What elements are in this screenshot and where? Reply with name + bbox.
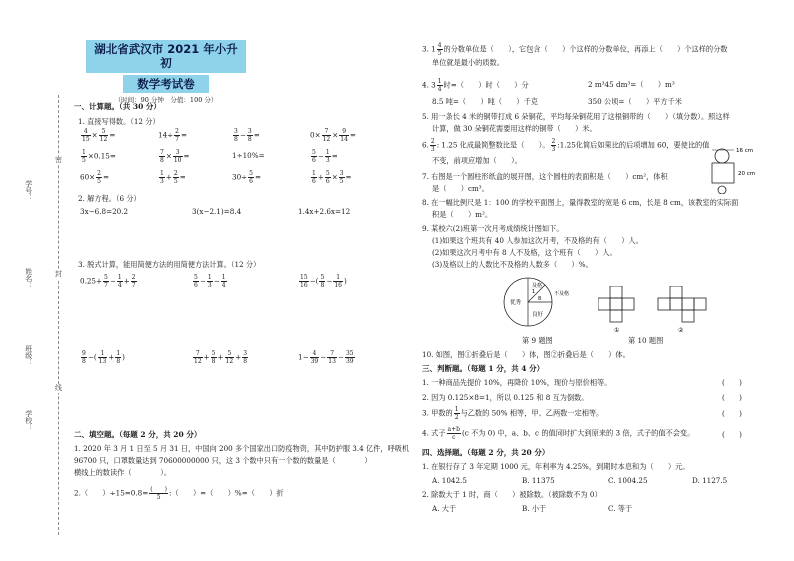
pie-label-fail-pct: 8 bbox=[538, 296, 542, 302]
section-judgment: 三、判断题。（每题 1 分，共 4 分） bbox=[422, 364, 545, 373]
expr-2: $\frac{5}{6}$ − $\frac{1}{3}$ − $\frac{1}{4}$ bbox=[194, 274, 226, 289]
fill-q4-d: 350 公顷=（ ）平方千米 bbox=[588, 97, 682, 106]
calc-r2-4: $\frac{5}{6}$ − $\frac{1}{3}$ = bbox=[312, 149, 338, 164]
q2-equations: 2. 解方程。（6 分） bbox=[78, 194, 141, 203]
calc-r2-2: $\frac{7}{8}$ × $\frac{3}{10}$ = bbox=[160, 149, 190, 164]
fill-q5-line1: 5. 用一条长 4 米的铜带打成 6 朵铜花，平均每朵铜花用了这根铜带的（ ）（填分数）。照这样 bbox=[422, 112, 730, 121]
q1-direct-calc: 1. 直接写得数。（12 分） bbox=[78, 117, 160, 126]
q3-step-calc: 3. 脱式计算，能用简便方法的用简便方法计算。（12 分） bbox=[78, 260, 261, 269]
fill-q1-line2: 96700 只，口罩数量达到 70600000000 只，这 3 个数中只有一个数的数量是（ ） bbox=[74, 456, 372, 465]
calc-r2-3: 1÷10%= bbox=[232, 151, 265, 160]
fill-q9-3: (3)及格以上的人数比不及格的人数多（ ）%。 bbox=[432, 260, 593, 269]
judge-q1: 1. 一种商品先提价 10%，再降价 10%，现价与原价相等。 bbox=[422, 378, 612, 387]
judge-q2: 2. 因为 0.125×8=1，所以 0.125 和 8 互为倒数。 bbox=[422, 393, 589, 402]
choice-q2-c[interactable]: C. 等于 bbox=[608, 504, 633, 513]
judge-q1-answer[interactable]: ( ) bbox=[722, 378, 742, 387]
fill-q9-2: (2)如果这次月考中有 8 人不及格，这个班有（ ）人。 bbox=[432, 248, 617, 257]
judge-q3: 3. 甲数的 $\frac{1}{2}$ 与乙数的 50% 相等，甲、乙两数一定相等。 bbox=[422, 406, 604, 421]
binding-xian: 线 bbox=[55, 384, 62, 392]
choice-q2-a[interactable]: A. 大于 bbox=[432, 504, 457, 513]
cylinder-top-circle bbox=[715, 149, 729, 163]
fill-q4-c: 8.5 吨=（ ）吨（ ）千克 bbox=[432, 97, 538, 106]
calc-r3-3: 30÷ $\frac{5}{6}$ = bbox=[232, 170, 262, 185]
fill-q3: 3. 1 $\frac{4}{5}$ 的分数单位是（ ），它包含（ ）个这样的分数单位，再添上（ ）个这样的分数 bbox=[422, 42, 728, 57]
fill-q8-line2: 积是（ ）m²。 bbox=[432, 210, 493, 219]
school-field[interactable]: 学校： bbox=[24, 410, 33, 431]
choice-q1-c[interactable]: C. 1004.25 bbox=[608, 476, 648, 485]
binding-mi: 密 bbox=[55, 156, 62, 164]
calc-r2-1: $\frac{1}{5}$ ×0.15= bbox=[82, 149, 116, 164]
fill-q3-line2: 单位就是最小的质数。 bbox=[432, 58, 504, 67]
calc-r1-1: $\frac{4}{15}$ × $\frac{5}{12}$ = bbox=[82, 128, 116, 143]
cylinder-bottom-circle bbox=[718, 186, 726, 194]
equation-1: 3x−6.8=20.2 bbox=[80, 207, 129, 216]
figure-10-caption: 第 10 题图 bbox=[628, 336, 664, 345]
equation-3: 1.4x+2.6x=12 bbox=[298, 207, 351, 216]
cylinder-height-label: 20 cm bbox=[738, 171, 756, 177]
calc-r1-4: 0× $\frac{7}{12}$ × $\frac{9}{14}$ = bbox=[310, 128, 356, 143]
calc-r3-1: 60× $\frac{2}{5}$ = bbox=[80, 170, 110, 185]
pie-label-excellent: 优秀 bbox=[510, 300, 522, 306]
judge-q4: 4. 式子 $\frac{a+b}{c}$ (c 不为 0) 中，a、b、c 的值同时扩大到原来的 3 倍，式子的值不会变。 bbox=[422, 426, 695, 441]
pie-label-good: 良好 bbox=[532, 312, 544, 318]
fill-q7-line2: 是（ ）cm³。 bbox=[432, 184, 489, 193]
fill-q6-line1: 6. $\frac{2}{3}$ : 1.25 化成最简整数比是（ ）。 $\frac{2}{3}$ :1.25化简后如果比的后项增加 60，要使比的值 bbox=[422, 138, 710, 153]
equation-2: 3(x−2.1)=8.4 bbox=[192, 207, 242, 216]
fill-q1-line3: 横线上的数读作（ ）。 bbox=[74, 468, 172, 477]
fill-q8-line1: 8. 在一幅比例尺是 1：100 的学校平面图上，量得教室的宽是 6 cm，长是 8 cm，该教室的实际面 bbox=[422, 198, 739, 207]
choice-q1-d[interactable]: D. 1127.5 bbox=[692, 476, 728, 485]
choice-q1-b[interactable]: B. 11375 bbox=[522, 476, 555, 485]
expr-3: $\frac{15}{16}$ −( $\frac{5}{8}$ − $\frac{1}{16}$ ) bbox=[300, 274, 347, 289]
expr-1: 0.25+ $\frac{5}{7}$ − $\frac{1}{4}$ + $\frac{2}{7}$ bbox=[80, 274, 136, 289]
choice-q2: 2. 除数大于 1 时，商（ ）被除数。（被除数不为 0） bbox=[422, 490, 602, 499]
grade-pie-chart bbox=[498, 274, 578, 330]
class-field[interactable]: 班级： bbox=[24, 345, 33, 366]
expr-6: 1− $\frac{4}{39}$ − $\frac{7}{13}$ − $\frac{35}{39}$ bbox=[298, 350, 354, 365]
cylinder-width-label: 16 cm bbox=[736, 148, 754, 154]
net-2-label: ② bbox=[678, 327, 684, 334]
judge-q4-answer[interactable]: ( ) bbox=[722, 430, 742, 439]
fill-q9-1: (1)如果这个班共有 40 人参加这次月考，不及格的有（ ）人。 bbox=[432, 236, 643, 245]
fill-q4-a: 4. 3 $\frac{1}{4}$ 时=（ ）时（ ）分 bbox=[422, 78, 529, 93]
fill-q1-line1: 1. 2020 年 3 月 1 日至 5 月 31 日，中国向 200 多个国家出口防疫物资，其中防护服 3.4 亿件，呼吸机 bbox=[74, 444, 410, 453]
exam-subtitle: 数学考试卷 bbox=[123, 75, 209, 93]
calc-r3-2: $\frac{1}{3}$ + $\frac{2}{5}$ = bbox=[160, 170, 186, 185]
pie-label-fail: 不及格 bbox=[554, 291, 570, 297]
expr-5: $\frac{7}{12}$ + $\frac{5}{8}$ + $\frac{5}{12}$ + $\frac{3}{8}$ bbox=[194, 350, 248, 365]
pie-label-pass-pct: 1 bbox=[532, 289, 536, 295]
binding-feng: 封 bbox=[55, 270, 62, 278]
exam-title: 湖北省武汉市 2021 年小升初 bbox=[86, 40, 246, 73]
net-1 bbox=[598, 286, 634, 322]
exam-info: （时间：90 分钟 分值：100 分） bbox=[114, 96, 218, 105]
fill-q2: 2.（ ）÷15=0.8= $\frac{( )}{5}$ :（ ）=（ ）%=（ ）折 bbox=[74, 486, 284, 501]
calc-r1-2: 14÷ $\frac{2}{7}$ = bbox=[158, 128, 188, 143]
pie-label-pass: 及格 bbox=[532, 283, 543, 289]
judge-q3-answer[interactable]: ( ) bbox=[722, 409, 742, 418]
section-calculation: 一、计算题。（共 30 分） bbox=[74, 102, 161, 111]
binding-strip bbox=[0, 0, 72, 561]
expr-4: $\frac{9}{8}$ −( $\frac{1}{13}$ + $\frac{1}{8}$ ) bbox=[82, 350, 125, 365]
cylinder-side-rect bbox=[712, 163, 734, 183]
net-1-label: ① bbox=[614, 327, 620, 334]
fill-q10: 10. 如图，图①折叠后是（ ）体，图②折叠后是（ ）体。 bbox=[422, 350, 630, 359]
cube-nets-figure bbox=[598, 286, 718, 336]
fill-q6-line2: 不变，前项应增加（ ）。 bbox=[432, 156, 522, 165]
fill-q5-line2: 计算，做 30 朵铜花需要用这样的铜带（ ）米。 bbox=[432, 124, 597, 133]
student-number-field[interactable]: 学号： bbox=[24, 180, 33, 201]
fill-q7-line1: 7. 右图是一个圆柱形纸盒的展开图，这个圆柱的表面积是（ ）cm²，体积 bbox=[422, 172, 668, 181]
figure-9-caption: 第 9 题图 bbox=[522, 336, 553, 345]
choice-q1: 1. 在银行存了 3 年定期 1000 元，年利率为 4.25%，到期时本息和为（ ）元。 bbox=[422, 462, 690, 471]
choice-q2-b[interactable]: B. 小于 bbox=[522, 504, 547, 513]
student-name-field[interactable]: 姓名： bbox=[24, 268, 33, 289]
section-choice: 四、选择题。（每题 2 分，共 20 分） bbox=[422, 448, 550, 457]
fill-q9: 9. 某校六(2)班第一次月考成绩统计图如下。 bbox=[422, 224, 564, 233]
judge-q2-answer[interactable]: ( ) bbox=[722, 393, 742, 402]
choice-q1-a[interactable]: A. 1042.5 bbox=[432, 476, 467, 485]
fill-q4-b: 2 m³45 dm³=（ ）m³ bbox=[588, 80, 675, 89]
calc-r3-4: $\frac{1}{6}$ + $\frac{5}{6}$ × $\frac{3}{5}$ = bbox=[312, 170, 352, 185]
title-block bbox=[86, 40, 246, 104]
cylinder-net-figure bbox=[708, 146, 774, 194]
net-2 bbox=[658, 286, 706, 322]
calc-r1-3: $\frac{3}{8}$ − $\frac{3}{8}$ = bbox=[234, 128, 260, 143]
section-fill-blank: 二、填空题。（每题 2 分，共 20 分） bbox=[74, 430, 202, 439]
